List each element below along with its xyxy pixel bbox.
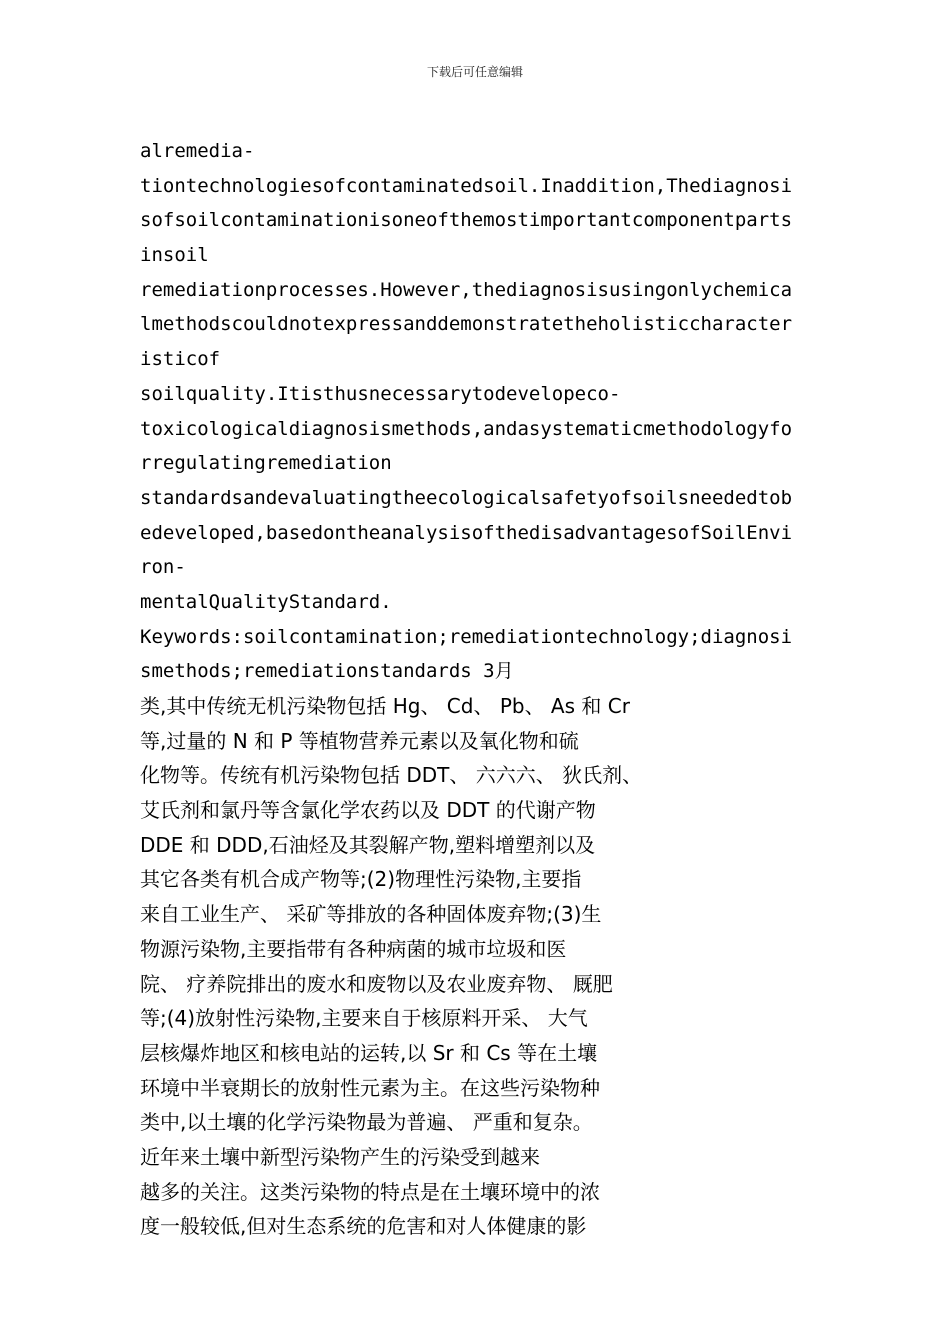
- text-line: 其它各类有机合成产物等;(2)物理性污染物,主要指: [140, 867, 582, 892]
- text-line: 环境中半衰期长的放射性元素为主。在这些污染物种: [140, 1075, 600, 1100]
- text-line: smethods;remediationstandards 3月: [140, 660, 514, 683]
- text-line: 化物等。传统有机污染物包括 DDT、 六六六、 狄氏剂、: [140, 763, 643, 788]
- text-line: 等;(4)放射性污染物,主要来自于核原料开采、 大气: [140, 1006, 588, 1031]
- text-line: edeveloped,basedontheanalysisofthedisadvantagesofSoilEnvi: [140, 521, 793, 544]
- text-line: remediationprocesses.However,thediagnosisusingonlychemica: [140, 278, 793, 301]
- text-line: sofsoilcontaminationisoneofthemostimportantcomponentparts: [140, 209, 793, 232]
- text-line: 层核爆炸地区和核电站的运转,以 Sr 和 Cs 等在土壤: [140, 1040, 598, 1065]
- page-header-note: 下载后可任意编辑: [426, 65, 523, 79]
- text-line: 艾氏剂和氯丹等含氯化学农药以及 DDT 的代谢产物: [140, 798, 596, 823]
- text-line: 越多的关注。这类污染物的特点是在土壤环境中的浓: [140, 1179, 600, 1204]
- text-line: toxicologicaldiagnosismethods,andasystematicmethodologyfo: [140, 417, 793, 440]
- text-line: insoil: [140, 244, 209, 267]
- text-line: 类,其中传统无机污染物包括 Hg、 Cd、 Pb、 As 和 Cr: [140, 694, 630, 718]
- text-line: soilquality.Itisthusnecessarytodevelopeco-: [140, 382, 621, 405]
- text-line: DDE 和 DDD,石油烃及其裂解产物,塑料增塑剂以及: [140, 832, 596, 857]
- text-line: 院、 疗养院排出的废水和废物以及农业废弃物、 厩肥: [140, 971, 613, 996]
- text-line: lmethodscouldnotexpressanddemonstratetheholisticcharacter: [140, 313, 793, 336]
- document-body: [140, 134, 820, 1244]
- text-line: tiontechnologiesofcontaminatedsoil.Inaddition,Thediagnosi: [140, 174, 793, 197]
- text-line: alremedia-: [140, 140, 255, 162]
- text-line: 类中,以土壤的化学污染物最为普遍、 严重和复杂。: [140, 1110, 593, 1135]
- text-line: 物源污染物,主要指带有各种病菌的城市垃圾和医: [140, 936, 567, 961]
- text-line: 近年来土壤中新型污染物产生的污染受到越来: [140, 1144, 540, 1169]
- text-line: isticof: [140, 348, 221, 371]
- text-line: mentalQualityStandard.: [140, 590, 392, 613]
- text-line: rregulatingremediation: [140, 452, 392, 475]
- text-line: 等,过量的 N 和 P 等植物营养元素以及氧化物和硫: [140, 728, 579, 753]
- text-line: 来自工业生产、 采矿等排放的各种固体废弃物;(3)生: [140, 902, 602, 927]
- text-line: standardsandevaluatingtheecologicalsafetyofsoilsneededtob: [140, 486, 793, 509]
- text-line: 度一般较低,但对生态系统的危害和对人体健康的影: [140, 1214, 587, 1239]
- text-line: ron-: [140, 556, 186, 579]
- text-line: Keywords:soilcontamination;remediationtechnology;diagnosi: [140, 625, 793, 648]
